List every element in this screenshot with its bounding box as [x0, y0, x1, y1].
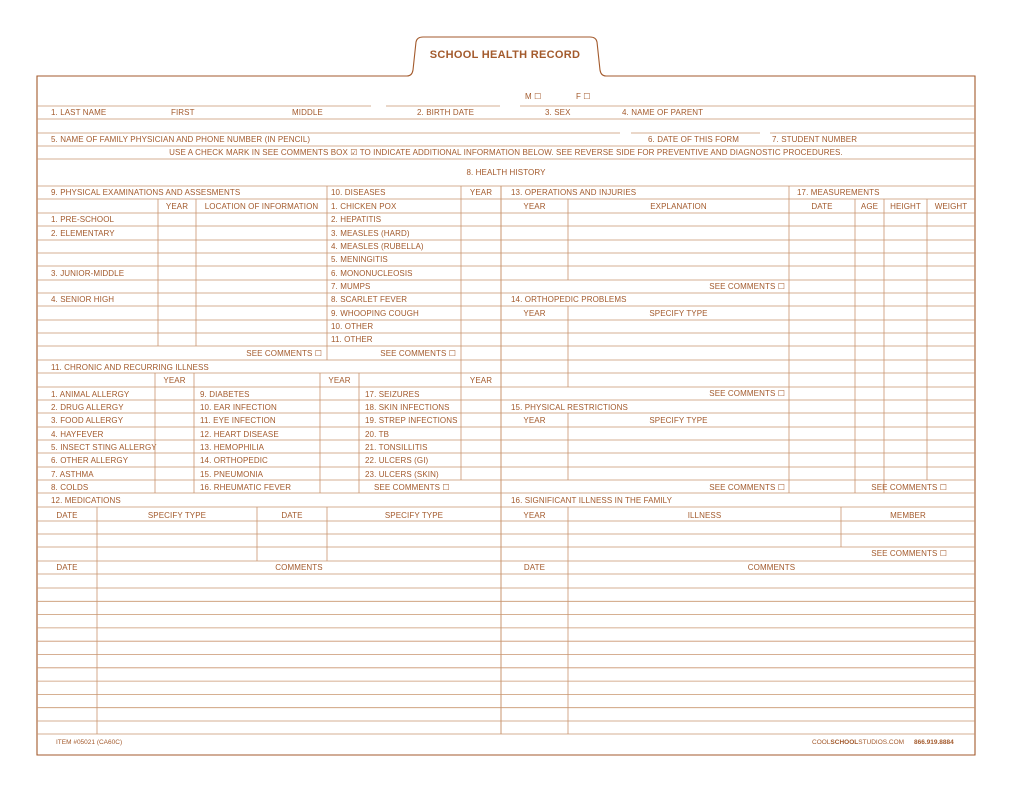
disease-item: 2. HEPATITIS [331, 215, 382, 224]
restrictions-col-year: YEAR [523, 416, 546, 425]
chronic-item: 16. RHEUMATIC FEVER [200, 483, 292, 492]
family-col-member: MEMBER [890, 511, 926, 520]
orthopedic-see-comments[interactable]: SEE COMMENTS ☐ [709, 389, 785, 398]
exam-row: 2. ELEMENTARY [51, 229, 115, 238]
chronic-item: 5. INSECT STING ALLERGY [51, 443, 157, 452]
medications-col-specify: SPECIFY TYPE [147, 511, 207, 520]
orthopedic-title: 14. ORTHOPEDIC PROBLEMS [511, 295, 627, 304]
chronic-item: 15. PNEUMONIA [200, 470, 264, 479]
chronic-title: 11. CHRONIC AND RECURRING ILLNESS [51, 363, 209, 372]
instructions-text: USE A CHECK MARK IN SEE COMMENTS BOX ☑ TO INDICATE ADDITIONAL INFORMATION BELOW. SEE REVERSE SIDE FOR PREVENTIVE AND DIAGNOSTIC PROCEDURES. [169, 148, 843, 157]
chronic-item: 9. DIABETES [200, 390, 250, 399]
item-number: ITEM #05021 (CA60C) [56, 739, 123, 746]
orthopedic-col-specify: SPECIFY TYPE [649, 309, 708, 318]
measurements-col-date: DATE [811, 202, 833, 211]
exam-row: 4. SENIOR HIGH [51, 295, 115, 304]
physician-label: 5. NAME OF FAMILY PHYSICIAN AND PHONE NUMBER (IN PENCIL) [51, 135, 311, 144]
operations-title: 13. OPERATIONS AND INJURIES [511, 188, 637, 197]
restrictions-title: 15. PHYSICAL RESTRICTIONS [511, 403, 628, 412]
chronic-item: 12. HEART DISEASE [200, 430, 279, 439]
form-date-label: 6. DATE OF THIS FORM [648, 135, 740, 144]
restrictions-see-comments[interactable]: SEE COMMENTS ☐ [709, 483, 785, 492]
measurements-col-height: HEIGHT [890, 202, 921, 211]
disease-item: 10. OTHER [331, 322, 374, 331]
chronic-item: 23. ULCERS (SKIN) [365, 470, 439, 479]
medications-title: 12. MEDICATIONS [51, 496, 121, 505]
chronic-item: 19. STREP INFECTIONS [365, 416, 458, 425]
medications-col-date: DATE [281, 511, 303, 520]
disease-item: 11. OTHER [331, 335, 373, 344]
comments-col-date: DATE [56, 563, 78, 572]
orthopedic-col-year: YEAR [523, 309, 546, 318]
chronic-item: 1. ANIMAL ALLERGY [51, 390, 130, 399]
chronic-item: 21. TONSILLITIS [365, 443, 428, 452]
chronic-see-comments[interactable]: SEE COMMENTS ☐ [374, 483, 450, 492]
chronic-item: 3. FOOD ALLERGY [51, 416, 124, 425]
measurements-col-age: AGE [860, 202, 879, 211]
chronic-item: 2. DRUG ALLERGY [51, 403, 124, 412]
chronic-col-year: YEAR [469, 376, 493, 385]
chronic-item: 14. ORTHOPEDIC [200, 456, 268, 465]
disease-item: 5. MENINGITIS [331, 255, 388, 264]
exam-row: 3. JUNIOR-MIDDLE [51, 269, 125, 278]
disease-item: 6. MONONUCLEOSIS [331, 269, 413, 278]
first-name-label: FIRST [171, 108, 195, 117]
exams-col-location: LOCATION OF INFORMATION [204, 202, 319, 211]
sex-f-checkbox[interactable]: F ☐ [576, 92, 591, 101]
exams-col-year: YEAR [165, 202, 189, 211]
restrictions-col-specify: SPECIFY TYPE [649, 416, 708, 425]
middle-name-label: MIDDLE [292, 108, 323, 117]
chronic-item: 22. ULCERS (GI) [365, 456, 429, 465]
family-col-year: YEAR [523, 511, 546, 520]
chronic-item: 4. HAYFEVER [51, 430, 104, 439]
chronic-col-year: YEAR [163, 376, 186, 385]
form-title: SCHOOL HEALTH RECORD [429, 49, 581, 61]
chronic-item: 13. HEMOPHILIA [200, 443, 265, 452]
disease-item: 4. MEASLES (RUBELLA) [331, 242, 424, 251]
exams-title: 9. PHYSICAL EXAMINATIONS AND ASSESMENTS [51, 188, 241, 197]
diseases-see-comments[interactable]: SEE COMMENTS ☐ [380, 349, 456, 358]
operations-col-year: YEAR [523, 202, 546, 211]
chronic-col-year: YEAR [328, 376, 351, 385]
measurements-title: 17. MEASUREMENTS [797, 188, 880, 197]
form-border [37, 37, 975, 755]
family-col-illness: ILLNESS [687, 511, 722, 520]
chronic-item: 17. SEIZURES [365, 390, 420, 399]
exams-see-comments[interactable]: SEE COMMENTS ☐ [246, 349, 322, 358]
diseases-title: 10. DISEASES [331, 188, 386, 197]
chronic-item: 8. COLDS [51, 483, 89, 492]
chronic-item: 18. SKIN INFECTIONS [365, 403, 450, 412]
phone-number: 866.919.8884 [914, 739, 954, 746]
disease-item: 7. MUMPS [331, 282, 371, 291]
operations-see-comments[interactable]: SEE COMMENTS ☐ [709, 282, 785, 291]
website-prefix: COOL [812, 739, 831, 746]
chronic-item: 20. TB [365, 430, 390, 439]
measurements-see-comments[interactable]: SEE COMMENTS ☐ [871, 483, 947, 492]
sex-label: 3. SEX [545, 108, 571, 117]
chronic-item: 10. EAR INFECTION [200, 403, 277, 412]
chronic-item: 7. ASTHMA [51, 470, 94, 479]
parent-name-label: 4. NAME OF PARENT [622, 108, 704, 117]
diseases-col-year: YEAR [469, 188, 493, 197]
measurements-col-weight: WEIGHT [934, 202, 968, 211]
disease-item: 3. MEASLES (HARD) [331, 229, 410, 238]
health-history-heading: 8. HEALTH HISTORY [466, 168, 546, 177]
chronic-item: 11. EYE INFECTION [200, 416, 276, 425]
operations-col-explanation: EXPLANATION [650, 202, 707, 211]
website-bold: SCHOOL [830, 739, 859, 746]
exam-row: 1. PRE-SCHOOL [51, 215, 115, 224]
website-suffix: STUDIOS.COM [858, 739, 905, 746]
comments-col-date: DATE [523, 563, 546, 572]
comments-col-comments: COMMENTS [275, 563, 323, 572]
chronic-item: 6. OTHER ALLERGY [51, 456, 129, 465]
last-name-label: 1. LAST NAME [51, 108, 107, 117]
birth-date-label: 2. BIRTH DATE [417, 108, 475, 117]
family-title: 16. SIGNIFICANT ILLNESS IN THE FAMILY [511, 496, 673, 505]
disease-item: 8. SCARLET FEVER [331, 295, 408, 304]
comments-col-comments: COMMENTS [747, 563, 796, 572]
disease-item: 9. WHOOPING COUGH [331, 309, 419, 318]
disease-item: 1. CHICKEN POX [331, 202, 397, 211]
medications-col-date: DATE [56, 511, 78, 520]
student-number-label: 7. STUDENT NUMBER [772, 135, 858, 144]
family-see-comments[interactable]: SEE COMMENTS ☐ [871, 549, 947, 558]
sex-m-checkbox[interactable]: M ☐ [525, 92, 542, 101]
medications-col-specify: SPECIFY TYPE [384, 511, 444, 520]
